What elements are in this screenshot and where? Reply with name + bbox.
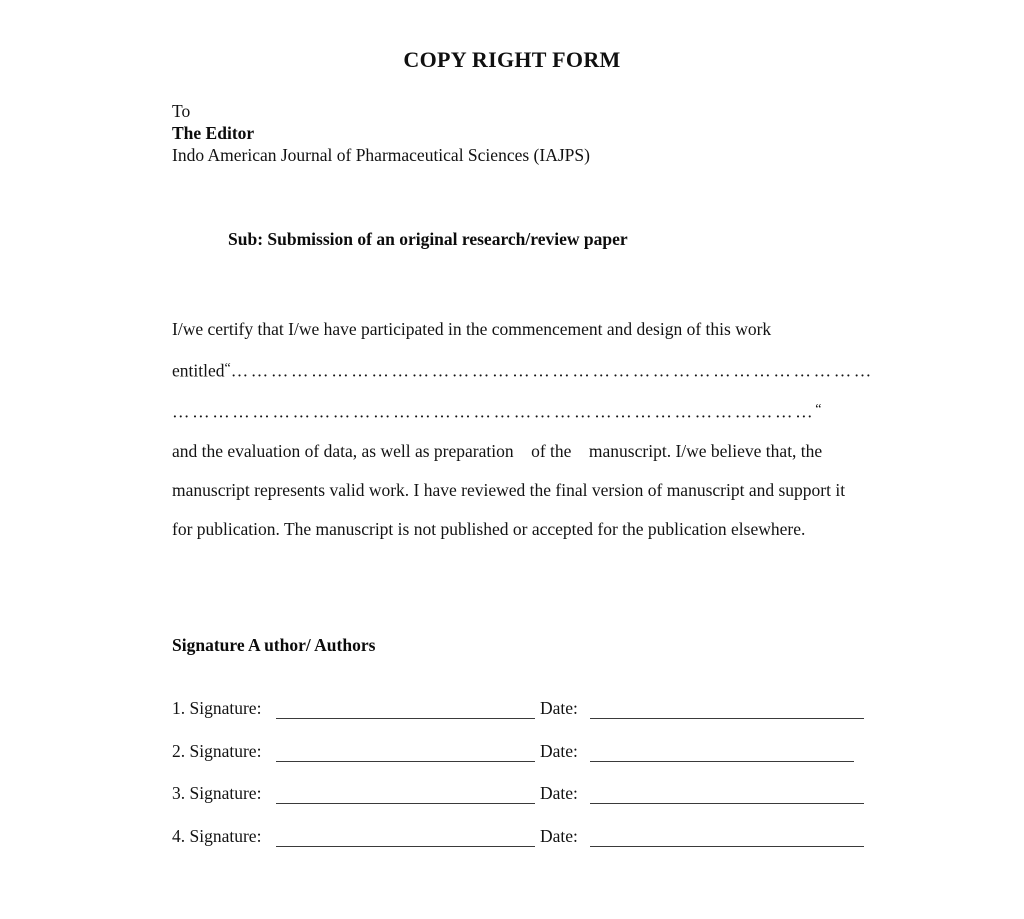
signature-input-line-2[interactable]: [276, 761, 535, 762]
date-input-line-3[interactable]: [590, 803, 864, 804]
addressee-to: To: [172, 101, 191, 121]
subject-line: Sub: Submission of an original research/review paper: [228, 229, 628, 249]
signature-input-line-4[interactable]: [276, 846, 535, 847]
dotted-fill-line-2[interactable]: ……………………………………………………………………………………: [172, 401, 816, 422]
date-input-line-4[interactable]: [590, 846, 864, 847]
signature-row-4: [172, 826, 892, 869]
signature-row-2: [172, 741, 892, 784]
date-label-2: Date:: [540, 740, 578, 761]
date-label-3: Date:: [540, 783, 578, 803]
body-paragraph: [172, 310, 878, 549]
dotted-fill-line-1[interactable]: ……………………………………………………………………………………: [230, 360, 874, 381]
signature-row-1: [172, 698, 892, 741]
date-input-line-2[interactable]: [590, 761, 854, 762]
body-line-1: I/we certify that I/we have participated in the commencement and design of this work: [172, 319, 772, 339]
entitled-label: entitled: [172, 360, 225, 381]
signature-input-line-3[interactable]: [276, 803, 535, 804]
closing-quote-mark: “: [815, 402, 822, 418]
signature-label-1: 1. Signature:: [172, 698, 262, 718]
body-line-2: [172, 349, 878, 390]
addressee-journal: Indo American Journal of Pharmaceutical Sciences (IAJPS): [172, 145, 590, 165]
addressee-block: [172, 100, 932, 166]
signature-rows: [172, 698, 892, 868]
addressee-editor: The Editor: [172, 123, 255, 143]
body-line-3: [172, 390, 878, 431]
date-label-1: Date:: [540, 698, 578, 718]
signature-row-3: [172, 783, 892, 826]
signature-label-2: 2. Signature:: [172, 740, 262, 761]
page-title: COPY RIGHT FORM: [403, 47, 621, 72]
date-label-4: Date:: [540, 825, 578, 846]
body-line-6: for publication. The manuscript is not published or accepted for the publication elsewhere.: [172, 518, 806, 539]
date-input-line-1[interactable]: [590, 718, 864, 719]
body-line-5: manuscript represents valid work. I have reviewed the final version of manuscript and support it: [172, 479, 846, 500]
body-line-4: and the evaluation of data, as well as preparation of the manuscript. I/we believe that, the: [172, 440, 823, 461]
opening-quote-mark: “: [224, 361, 231, 376]
signature-section-heading: Signature A uthor/ Authors: [172, 635, 376, 655]
signature-label-3: 3. Signature:: [172, 783, 262, 803]
signature-label-4: 4. Signature:: [172, 825, 262, 846]
signature-input-line-1[interactable]: [276, 718, 535, 719]
